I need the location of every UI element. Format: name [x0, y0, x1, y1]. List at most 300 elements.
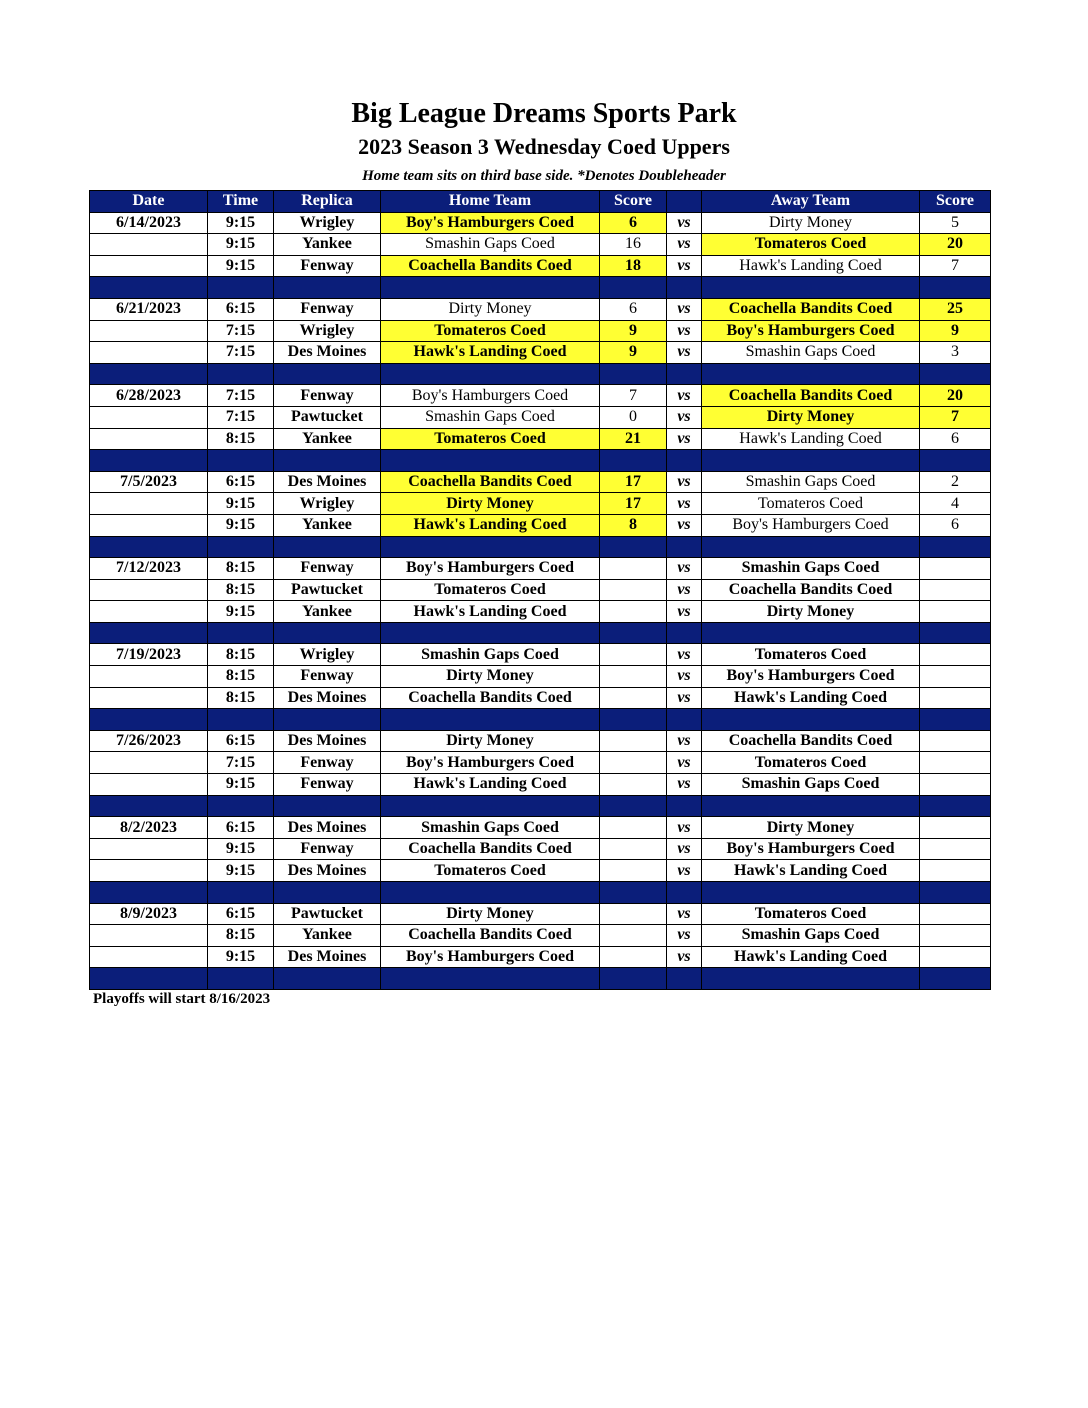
time-cell: 7:15 [208, 752, 274, 774]
week-separator-row [90, 795, 991, 817]
time-cell: 9:15 [208, 493, 274, 515]
separator-cell [600, 709, 667, 731]
table-row [90, 428, 991, 450]
replica-cell: Des Moines [274, 687, 381, 709]
replica-cell: Yankee [274, 514, 381, 536]
table-row [90, 320, 991, 342]
date-cell [90, 493, 208, 515]
away-score-cell: 6 [920, 428, 991, 450]
separator-cell [600, 622, 667, 644]
home-score-cell [600, 666, 667, 688]
date-cell [90, 255, 208, 277]
separator-cell [90, 882, 208, 904]
separator-cell [208, 795, 274, 817]
separator-cell [667, 450, 702, 472]
replica-cell: Yankee [274, 925, 381, 947]
away-score-cell [920, 644, 991, 666]
table-row [90, 385, 991, 407]
vs-cell: vs [667, 298, 702, 320]
date-cell [90, 925, 208, 947]
replica-cell: Yankee [274, 601, 381, 623]
replica-cell: Fenway [274, 838, 381, 860]
home-team-cell: Tomateros Coed [381, 579, 600, 601]
away-score-cell [920, 752, 991, 774]
separator-cell [274, 882, 381, 904]
home-team-cell: Coachella Bandits Coed [381, 925, 600, 947]
date-cell [90, 320, 208, 342]
table-row [90, 838, 991, 860]
vs-cell: vs [667, 558, 702, 580]
away-team-cell: Boy's Hamburgers Coed [702, 320, 920, 342]
column-header-vs [667, 191, 702, 213]
home-score-cell [600, 752, 667, 774]
separator-cell [920, 277, 991, 299]
vs-cell: vs [667, 946, 702, 968]
separator-cell [208, 622, 274, 644]
away-team-cell: Tomateros Coed [702, 493, 920, 515]
date-cell [90, 687, 208, 709]
vs-cell: vs [667, 925, 702, 947]
week-separator-row [90, 363, 991, 385]
date-cell [90, 406, 208, 428]
vs-cell: vs [667, 406, 702, 428]
home-team-cell: Tomateros Coed [381, 320, 600, 342]
time-cell: 9:15 [208, 601, 274, 623]
away-score-cell: 3 [920, 342, 991, 364]
home-team-cell: Boy's Hamburgers Coed [381, 385, 600, 407]
home-team-cell: Smashin Gaps Coed [381, 817, 600, 839]
date-cell [90, 774, 208, 796]
table-row [90, 601, 991, 623]
column-header-date: Date [90, 191, 208, 213]
vs-cell: vs [667, 817, 702, 839]
separator-cell [381, 709, 600, 731]
time-cell: 7:15 [208, 385, 274, 407]
away-team-cell: Dirty Money [702, 212, 920, 234]
home-team-cell: Hawk's Landing Coed [381, 342, 600, 364]
column-header-replica: Replica [274, 191, 381, 213]
table-row [90, 860, 991, 882]
away-score-cell [920, 558, 991, 580]
separator-cell [381, 277, 600, 299]
separator-cell [920, 622, 991, 644]
separator-cell [667, 882, 702, 904]
vs-cell: vs [667, 234, 702, 256]
time-cell: 8:15 [208, 666, 274, 688]
time-cell: 8:15 [208, 925, 274, 947]
column-header-home-team: Home Team [381, 191, 600, 213]
week-separator-row [90, 882, 991, 904]
date-cell [90, 838, 208, 860]
vs-cell: vs [667, 644, 702, 666]
time-cell: 7:15 [208, 320, 274, 342]
replica-cell: Des Moines [274, 342, 381, 364]
week-separator-row [90, 536, 991, 558]
separator-cell [702, 882, 920, 904]
separator-cell [920, 363, 991, 385]
home-team-cell: Tomateros Coed [381, 428, 600, 450]
table-row [90, 255, 991, 277]
column-header-time: Time [208, 191, 274, 213]
away-team-cell: Smashin Gaps Coed [702, 774, 920, 796]
separator-cell [381, 536, 600, 558]
home-team-cell: Dirty Money [381, 493, 600, 515]
replica-cell: Yankee [274, 234, 381, 256]
date-cell [90, 860, 208, 882]
date-cell: 7/26/2023 [90, 730, 208, 752]
home-team-cell: Coachella Bandits Coed [381, 838, 600, 860]
home-team-cell: Tomateros Coed [381, 860, 600, 882]
replica-cell: Fenway [274, 752, 381, 774]
date-cell [90, 601, 208, 623]
vs-cell: vs [667, 255, 702, 277]
away-team-cell: Coachella Bandits Coed [702, 730, 920, 752]
away-team-cell: Smashin Gaps Coed [702, 925, 920, 947]
away-team-cell: Tomateros Coed [702, 752, 920, 774]
date-cell: 7/5/2023 [90, 471, 208, 493]
replica-cell: Fenway [274, 385, 381, 407]
time-cell: 6:15 [208, 471, 274, 493]
schedule-body [90, 212, 991, 989]
separator-cell [90, 795, 208, 817]
home-team-cell: Boy's Hamburgers Coed [381, 752, 600, 774]
home-team-cell: Hawk's Landing Coed [381, 514, 600, 536]
vs-cell: vs [667, 471, 702, 493]
home-score-cell: 16 [600, 234, 667, 256]
separator-cell [702, 536, 920, 558]
date-cell [90, 752, 208, 774]
away-team-cell: Dirty Money [702, 406, 920, 428]
date-cell [90, 579, 208, 601]
home-team-cell: Dirty Money [381, 666, 600, 688]
time-cell: 9:15 [208, 838, 274, 860]
separator-cell [702, 968, 920, 990]
separator-cell [600, 795, 667, 817]
away-team-cell: Dirty Money [702, 817, 920, 839]
time-cell: 6:15 [208, 298, 274, 320]
separator-cell [600, 882, 667, 904]
away-score-cell: 6 [920, 514, 991, 536]
date-cell: 7/12/2023 [90, 558, 208, 580]
away-score-cell: 5 [920, 212, 991, 234]
home-team-cell: Smashin Gaps Coed [381, 234, 600, 256]
away-score-cell [920, 687, 991, 709]
time-cell: 8:15 [208, 644, 274, 666]
separator-cell [90, 363, 208, 385]
separator-cell [274, 968, 381, 990]
home-score-cell [600, 687, 667, 709]
table-row [90, 687, 991, 709]
replica-cell: Wrigley [274, 320, 381, 342]
away-score-cell [920, 903, 991, 925]
table-row [90, 730, 991, 752]
home-score-cell: 17 [600, 471, 667, 493]
away-team-cell: Boy's Hamburgers Coed [702, 838, 920, 860]
away-team-cell: Hawk's Landing Coed [702, 860, 920, 882]
table-row [90, 298, 991, 320]
time-cell: 8:15 [208, 558, 274, 580]
date-cell [90, 514, 208, 536]
week-separator-row [90, 709, 991, 731]
away-team-cell: Tomateros Coed [702, 644, 920, 666]
table-row [90, 774, 991, 796]
separator-cell [600, 363, 667, 385]
separator-cell [920, 536, 991, 558]
vs-cell: vs [667, 752, 702, 774]
home-score-cell: 8 [600, 514, 667, 536]
separator-cell [208, 277, 274, 299]
home-score-cell: 9 [600, 320, 667, 342]
away-team-cell: Coachella Bandits Coed [702, 579, 920, 601]
replica-cell: Pawtucket [274, 903, 381, 925]
table-row [90, 946, 991, 968]
date-cell: 8/9/2023 [90, 903, 208, 925]
away-team-cell: Coachella Bandits Coed [702, 385, 920, 407]
separator-cell [90, 536, 208, 558]
home-score-cell [600, 838, 667, 860]
table-row [90, 514, 991, 536]
table-row [90, 342, 991, 364]
separator-cell [90, 709, 208, 731]
separator-cell [600, 968, 667, 990]
vs-cell: vs [667, 320, 702, 342]
table-row [90, 903, 991, 925]
separator-cell [90, 622, 208, 644]
separator-cell [274, 709, 381, 731]
time-cell: 9:15 [208, 860, 274, 882]
replica-cell: Wrigley [274, 212, 381, 234]
separator-cell [208, 882, 274, 904]
separator-cell [667, 363, 702, 385]
away-team-cell: Hawk's Landing Coed [702, 428, 920, 450]
away-score-cell: 9 [920, 320, 991, 342]
away-team-cell: Smashin Gaps Coed [702, 471, 920, 493]
time-cell: 9:15 [208, 514, 274, 536]
separator-cell [208, 968, 274, 990]
vs-cell: vs [667, 428, 702, 450]
home-score-cell [600, 946, 667, 968]
vs-cell: vs [667, 601, 702, 623]
separator-cell [600, 277, 667, 299]
separator-cell [667, 536, 702, 558]
separator-cell [90, 968, 208, 990]
week-separator-row [90, 277, 991, 299]
separator-cell [381, 450, 600, 472]
separator-cell [667, 795, 702, 817]
replica-cell: Des Moines [274, 817, 381, 839]
home-score-cell: 17 [600, 493, 667, 515]
table-row [90, 644, 991, 666]
table-row [90, 752, 991, 774]
separator-cell [667, 277, 702, 299]
date-cell [90, 946, 208, 968]
separator-cell [702, 795, 920, 817]
home-score-cell [600, 601, 667, 623]
replica-cell: Yankee [274, 428, 381, 450]
replica-cell: Wrigley [274, 493, 381, 515]
time-cell: 8:15 [208, 687, 274, 709]
column-header-away-score: Score [920, 191, 991, 213]
page-subtitle: 2023 Season 3 Wednesday Coed Uppers [358, 134, 730, 159]
time-cell: 7:15 [208, 406, 274, 428]
away-score-cell [920, 860, 991, 882]
home-team-cell: Coachella Bandits Coed [381, 471, 600, 493]
away-team-cell: Hawk's Landing Coed [702, 255, 920, 277]
separator-cell [90, 450, 208, 472]
vs-cell: vs [667, 666, 702, 688]
replica-cell: Fenway [274, 298, 381, 320]
home-team-cell: Coachella Bandits Coed [381, 687, 600, 709]
week-separator-row [90, 968, 991, 990]
away-score-cell [920, 666, 991, 688]
time-cell: 7:15 [208, 342, 274, 364]
column-header-away-team: Away Team [702, 191, 920, 213]
home-score-cell: 6 [600, 298, 667, 320]
home-team-cell: Smashin Gaps Coed [381, 644, 600, 666]
away-score-cell: 7 [920, 255, 991, 277]
vs-cell: vs [667, 687, 702, 709]
vs-cell: vs [667, 860, 702, 882]
date-cell: 6/21/2023 [90, 298, 208, 320]
vs-cell: vs [667, 774, 702, 796]
home-score-cell: 6 [600, 212, 667, 234]
home-team-cell: Dirty Money [381, 903, 600, 925]
separator-cell [920, 709, 991, 731]
vs-cell: vs [667, 514, 702, 536]
away-team-cell: Smashin Gaps Coed [702, 342, 920, 364]
table-row [90, 212, 991, 234]
date-cell [90, 342, 208, 364]
table-row [90, 406, 991, 428]
home-score-cell [600, 644, 667, 666]
away-score-cell: 25 [920, 298, 991, 320]
separator-cell [208, 363, 274, 385]
home-score-cell [600, 860, 667, 882]
vs-cell: vs [667, 579, 702, 601]
separator-cell [667, 622, 702, 644]
date-cell [90, 234, 208, 256]
home-score-cell: 7 [600, 385, 667, 407]
table-row [90, 234, 991, 256]
home-score-cell: 9 [600, 342, 667, 364]
vs-cell: vs [667, 493, 702, 515]
date-cell: 6/14/2023 [90, 212, 208, 234]
away-team-cell: Tomateros Coed [702, 234, 920, 256]
away-score-cell: 7 [920, 406, 991, 428]
away-team-cell: Coachella Bandits Coed [702, 298, 920, 320]
vs-cell: vs [667, 903, 702, 925]
week-separator-row [90, 622, 991, 644]
table-row [90, 579, 991, 601]
separator-cell [381, 622, 600, 644]
separator-cell [667, 709, 702, 731]
home-score-cell [600, 925, 667, 947]
replica-cell: Des Moines [274, 730, 381, 752]
separator-cell [702, 709, 920, 731]
separator-cell [274, 363, 381, 385]
time-cell: 6:15 [208, 730, 274, 752]
column-header-home-score: Score [600, 191, 667, 213]
away-score-cell: 20 [920, 385, 991, 407]
home-team-cell: Boy's Hamburgers Coed [381, 212, 600, 234]
separator-cell [920, 882, 991, 904]
time-cell: 6:15 [208, 817, 274, 839]
time-cell: 9:15 [208, 946, 274, 968]
away-score-cell [920, 601, 991, 623]
separator-cell [381, 882, 600, 904]
date-cell [90, 428, 208, 450]
vs-cell: vs [667, 730, 702, 752]
home-score-cell [600, 579, 667, 601]
replica-cell: Fenway [274, 558, 381, 580]
home-score-cell: 18 [600, 255, 667, 277]
replica-cell: Pawtucket [274, 406, 381, 428]
replica-cell: Fenway [274, 774, 381, 796]
home-team-cell: Coachella Bandits Coed [381, 255, 600, 277]
separator-cell [702, 622, 920, 644]
separator-cell [920, 795, 991, 817]
schedule-note: Home team sits on third base side. *Denotes Doubleheader [362, 168, 726, 184]
home-team-cell: Boy's Hamburgers Coed [381, 946, 600, 968]
separator-cell [274, 277, 381, 299]
separator-cell [90, 277, 208, 299]
separator-cell [667, 968, 702, 990]
table-row [90, 493, 991, 515]
separator-cell [274, 536, 381, 558]
away-score-cell [920, 946, 991, 968]
home-team-cell: Hawk's Landing Coed [381, 774, 600, 796]
separator-cell [600, 536, 667, 558]
vs-cell: vs [667, 385, 702, 407]
replica-cell: Des Moines [274, 860, 381, 882]
replica-cell: Des Moines [274, 471, 381, 493]
time-cell: 9:15 [208, 212, 274, 234]
away-team-cell: Dirty Money [702, 601, 920, 623]
time-cell: 6:15 [208, 903, 274, 925]
separator-cell [208, 450, 274, 472]
home-team-cell: Dirty Money [381, 730, 600, 752]
away-team-cell: Hawk's Landing Coed [702, 946, 920, 968]
separator-cell [274, 795, 381, 817]
table-header-row [90, 191, 991, 213]
table-row [90, 471, 991, 493]
separator-cell [702, 363, 920, 385]
home-team-cell: Dirty Money [381, 298, 600, 320]
away-score-cell: 2 [920, 471, 991, 493]
home-team-cell: Smashin Gaps Coed [381, 406, 600, 428]
date-cell: 8/2/2023 [90, 817, 208, 839]
separator-cell [274, 450, 381, 472]
away-score-cell [920, 925, 991, 947]
playoffs-note: Playoffs will start 8/16/2023 [93, 991, 271, 1007]
away-score-cell: 4 [920, 493, 991, 515]
away-team-cell: Tomateros Coed [702, 903, 920, 925]
away-team-cell: Hawk's Landing Coed [702, 687, 920, 709]
away-team-cell: Smashin Gaps Coed [702, 558, 920, 580]
replica-cell: Wrigley [274, 644, 381, 666]
home-score-cell [600, 903, 667, 925]
replica-cell: Des Moines [274, 946, 381, 968]
separator-cell [274, 622, 381, 644]
vs-cell: vs [667, 212, 702, 234]
replica-cell: Pawtucket [274, 579, 381, 601]
time-cell: 8:15 [208, 579, 274, 601]
home-score-cell: 0 [600, 406, 667, 428]
schedule-table [89, 190, 991, 990]
home-score-cell [600, 817, 667, 839]
separator-cell [600, 450, 667, 472]
home-team-cell: Boy's Hamburgers Coed [381, 558, 600, 580]
